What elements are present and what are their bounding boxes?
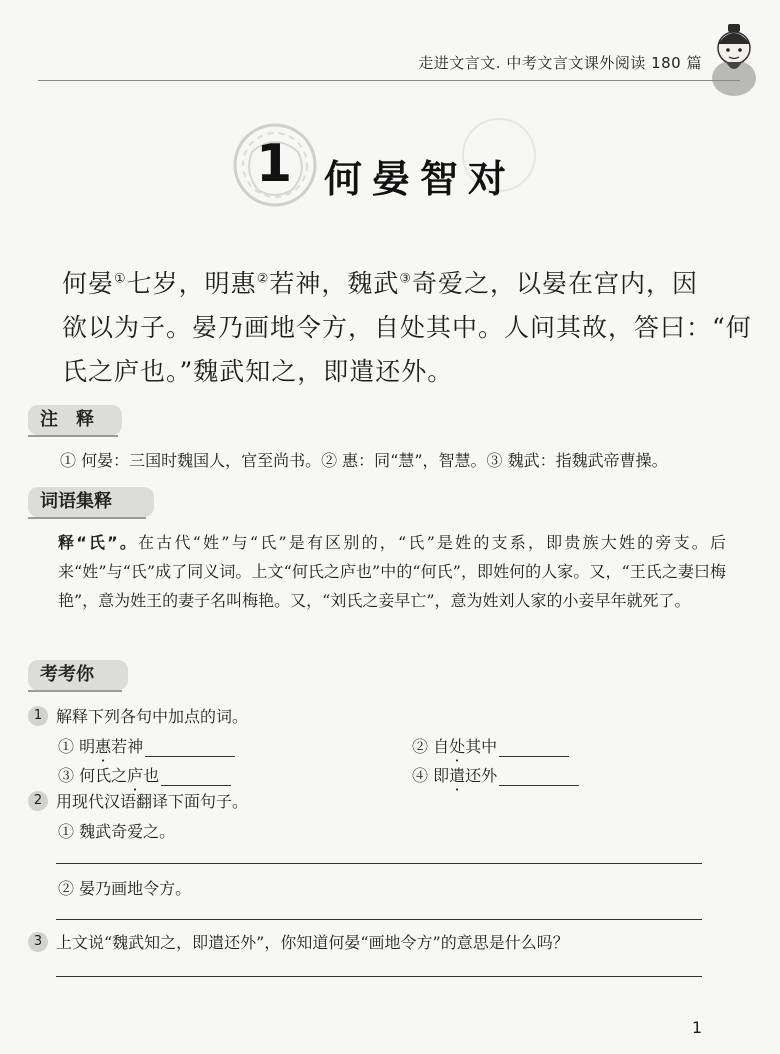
passage-line-2: 欲以为子。晏乃画地令方，自处其中。人问其故，答曰：“何 (62, 313, 752, 342)
question-2-text: 用现代汉语翻译下面句子。 (56, 792, 249, 811)
question-number-2: 2 (28, 791, 48, 811)
exercise-label-underline (28, 690, 122, 692)
exercise-label: 考考你 (28, 660, 128, 690)
passage-line-1: 何晏①七岁，明惠②若神，魏武③奇爱之，以晏在宫内，因 (62, 269, 699, 298)
vocab-label-underline (28, 517, 146, 519)
q1-item-2: ② 自处其中 (412, 734, 569, 757)
question-number-3: 3 (28, 932, 48, 952)
answer-blank[interactable] (161, 767, 231, 786)
header-rule (38, 80, 740, 81)
q1-item-3: ③ 何氏之庐也 (58, 763, 231, 786)
question-number-1: 1 (28, 706, 48, 726)
footnote-marker: ② (256, 271, 270, 287)
vocab-explanation: 在古代“姓”与“氏”是有区别的，“氏”是姓的支系，即贵族大姓的旁支。后来“姓”与“氏”成了同义词。上文“何氏之庐也”中的“何氏”，即姓何的人家。又，“王氏之妻曰梅艳”，意为姓王的妻子名叫梅艳。又，“刘氏之妾早亡”，意为姓刘人家的小妾早年就死了。 (58, 533, 726, 610)
answer-blank[interactable] (499, 738, 569, 757)
q2-item-1: ① 魏武奇爱之。 (58, 822, 176, 841)
notes-label-underline (28, 435, 118, 437)
lesson-title: 何晏智对 (324, 157, 517, 201)
page-number: 1 (691, 1018, 702, 1037)
notes-label: 注 释 (28, 405, 122, 435)
answer-line[interactable] (56, 976, 702, 977)
footnote-marker: ① (114, 271, 127, 287)
answer-blank[interactable] (499, 767, 579, 786)
answer-line[interactable] (56, 863, 702, 864)
question-1-text: 解释下列各句中加点的词。 (56, 707, 249, 726)
answer-blank[interactable] (145, 738, 235, 757)
passage-line-3: 氏之庐也。”魏武知之，即遣还外。 (62, 357, 454, 386)
notes-text: ① 何晏：三国时魏国人，官至尚书。② 惠：同“慧”，智慧。③ 魏武：指魏武帝曹操。 (60, 451, 668, 470)
dotted-word: 惠 (95, 737, 112, 756)
dotted-word: 处 (449, 737, 466, 756)
q2-item-2: ② 晏乃画地令方。 (58, 879, 192, 898)
lesson-number: 1 (256, 134, 293, 194)
scholar-mascot-icon (700, 18, 766, 96)
vocab-term: 释“氏”。 (58, 533, 139, 552)
running-header: 走进文言文. 中考文言文课外阅读 180 篇 (418, 54, 702, 72)
dotted-word: 庐 (127, 766, 144, 785)
dotted-word: 遣 (449, 766, 466, 785)
q1-item-4: ④ 即遣还外 (412, 763, 579, 786)
q1-item-1: ① 明惠若神 (58, 734, 235, 757)
question-3-text: 上文说“魏武知之，即遣还外”，你知道何晏“画地令方”的意思是什么吗？ (56, 933, 569, 952)
vocab-label: 词语集释 (28, 487, 154, 517)
answer-line[interactable] (56, 919, 702, 920)
classical-passage (62, 262, 752, 394)
footnote-marker: ③ (399, 271, 413, 287)
vocab-paragraph (58, 528, 726, 615)
